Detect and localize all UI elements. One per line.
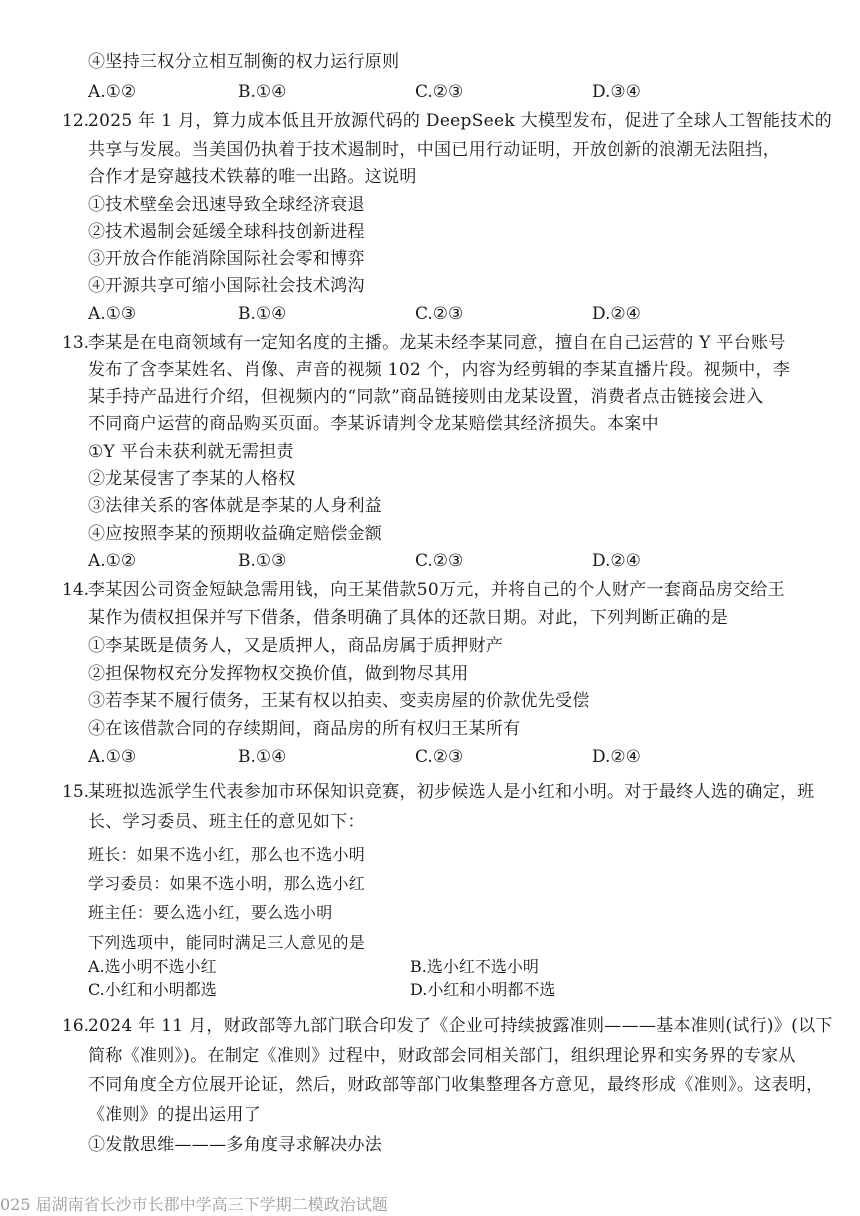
q15-option-a: A.选小明不选小红 (88, 957, 217, 976)
q16-stem-line-3: 不同角度全方位展开论证，然后，财政部等部门收集整理各方意见，最终形成《准则》。这表明， (88, 1075, 824, 1095)
q15-opinion-monitor: 班长：如果不选小红，那么也不选小明 (88, 845, 366, 864)
q12-stem-line-2: 共享与发展。当美国仍执着于技术遏制时，中国已用行动证明，开放创新的浪潮无法阻挡， (88, 140, 780, 160)
q14-item-2: ②担保物权充分发挥物权交换价值，做到物尽其用 (88, 664, 469, 684)
q13-item-2: ②龙某侵害了李某的人格权 (88, 469, 296, 489)
q13-option-c: C.②③ (415, 551, 464, 571)
q15-question-line: 下列选项中，能同时满足三人意见的是 (88, 933, 366, 952)
q13-number: 13. (62, 333, 90, 353)
q16-stem-line-4: 《准则》的提出运用了 (88, 1105, 261, 1125)
q14-option-b: B.①④ (238, 747, 287, 767)
q14-option-d: D.②④ (592, 747, 641, 767)
page-footer: 025 届湖南省长沙市长郡中学高三下学期二模政治试题 (0, 1195, 388, 1214)
q14-item-1: ①李某既是债务人，又是质押人，商品房属于质押财产 (88, 636, 504, 656)
q15-opinion-head-teacher: 班主任：要么选小红，要么选小明 (88, 903, 333, 922)
q12-option-b: B.①④ (238, 304, 287, 324)
q12-stem-line-3: 合作才是穿越技术铁幕的唯一出路。这说明 (88, 167, 417, 187)
q12-item-4: ④开源共享可缩小国际社会技术鸿沟 (88, 276, 365, 296)
q13-option-a: A.①② (88, 551, 137, 571)
q12-option-d: D.②④ (592, 304, 641, 324)
q14-stem-line-2: 某作为债权担保并写下借条，借条明确了具体的还款日期。对此，下列判断正确的是 (88, 608, 729, 628)
q15-option-c: C.小红和小明都选 (88, 980, 217, 999)
q16-number: 16. (62, 1016, 90, 1036)
q12-item-1: ①技术壁垒会迅速导致全球经济衰退 (88, 195, 365, 215)
q14-number: 14. (62, 580, 90, 600)
q11-option-d: D.③④ (592, 82, 641, 102)
q11-option-c: C.②③ (415, 82, 464, 102)
q15-opinion-study-rep: 学习委员：如果不选小明，那么选小红 (88, 874, 366, 893)
q14-item-4: ④在该借款合同的存续期间，商品房的所有权归王某所有 (88, 719, 521, 739)
q14-item-3: ③若李某不履行债务，王某有权以拍卖、变卖房屋的价款优先受偿 (88, 691, 590, 711)
q12-item-2: ②技术遏制会延缓全球科技创新进程 (88, 222, 365, 242)
q11-item-4: ④坚持三权分立相互制衡的权力运行原则 (88, 52, 400, 72)
q12-option-a: A.①③ (88, 304, 137, 324)
q16-item-1: ①发散思维———多角度寻求解决办法 (88, 1135, 383, 1155)
q13-option-b: B.①③ (238, 551, 287, 571)
q14-stem-line-1: 李某因公司资金短缺急需用钱，向王某借款50万元，并将自己的个人财产一套商品房交给王 (88, 580, 785, 600)
q13-stem-line-2: 发布了含李某姓名、肖像、声音的视频 102 个，内容为经剪辑的李某直播片段。视频中，李 (88, 360, 791, 380)
q14-option-c: C.②③ (415, 747, 464, 767)
q13-stem-line-4: 不同商户运营的商品购买页面。李某诉请判令龙某赔偿其经济损失。本案中 (88, 414, 659, 434)
q11-option-b: B.①④ (238, 82, 287, 102)
q13-stem-line-3: 某手持产品进行介绍，但视频内的“同款”商品链接则由龙某设置，消费者点击链接会进入 (88, 387, 764, 407)
q13-stem-line-1: 李某是在电商领域有一定知名度的主播。龙某未经李某同意，擅自在自己运营的 Y 平台账号 (88, 333, 786, 353)
q11-option-a: A.①② (88, 82, 137, 102)
q16-stem-line-1: 2024 年 11 月，财政部等九部门联合印发了《企业可持续披露准则———基本准则(试行)》(以下 (88, 1016, 833, 1036)
q12-option-c: C.②③ (415, 304, 464, 324)
q12-stem-line-1: 2025 年 1 月，算力成本低且开放源代码的 DeepSeek 大模型发布，促进了全球人工智能技术的 (88, 111, 833, 131)
q12-item-3: ③开放合作能消除国际社会零和博弈 (88, 249, 365, 269)
q13-item-1: ①Y 平台未获利就无需担责 (88, 442, 294, 462)
q15-option-d: D.小红和小明都不选 (410, 980, 556, 999)
q13-item-3: ③法律关系的客体就是李某的人身利益 (88, 496, 383, 516)
q16-stem-line-2: 简称《准则》)。在制定《准则》过程中，财政部会同相关部门，组织理论界和实务界的专家从 (88, 1046, 796, 1066)
q12-number: 12. (62, 111, 90, 131)
q15-option-b: B.选小红不选小明 (410, 957, 539, 976)
q13-item-4: ④应按照李某的预期收益确定赔偿金额 (88, 524, 383, 544)
q15-stem-line-1: 某班拟选派学生代表参加市环保知识竞赛，初步候选人是小红和小明。对于最终人选的确定，班 (88, 782, 815, 802)
q14-option-a: A.①③ (88, 747, 137, 767)
q15-stem-line-2: 长、学习委员、班主任的意见如下： (88, 812, 365, 832)
q13-option-d: D.②④ (592, 551, 641, 571)
q15-number: 15. (62, 782, 90, 802)
